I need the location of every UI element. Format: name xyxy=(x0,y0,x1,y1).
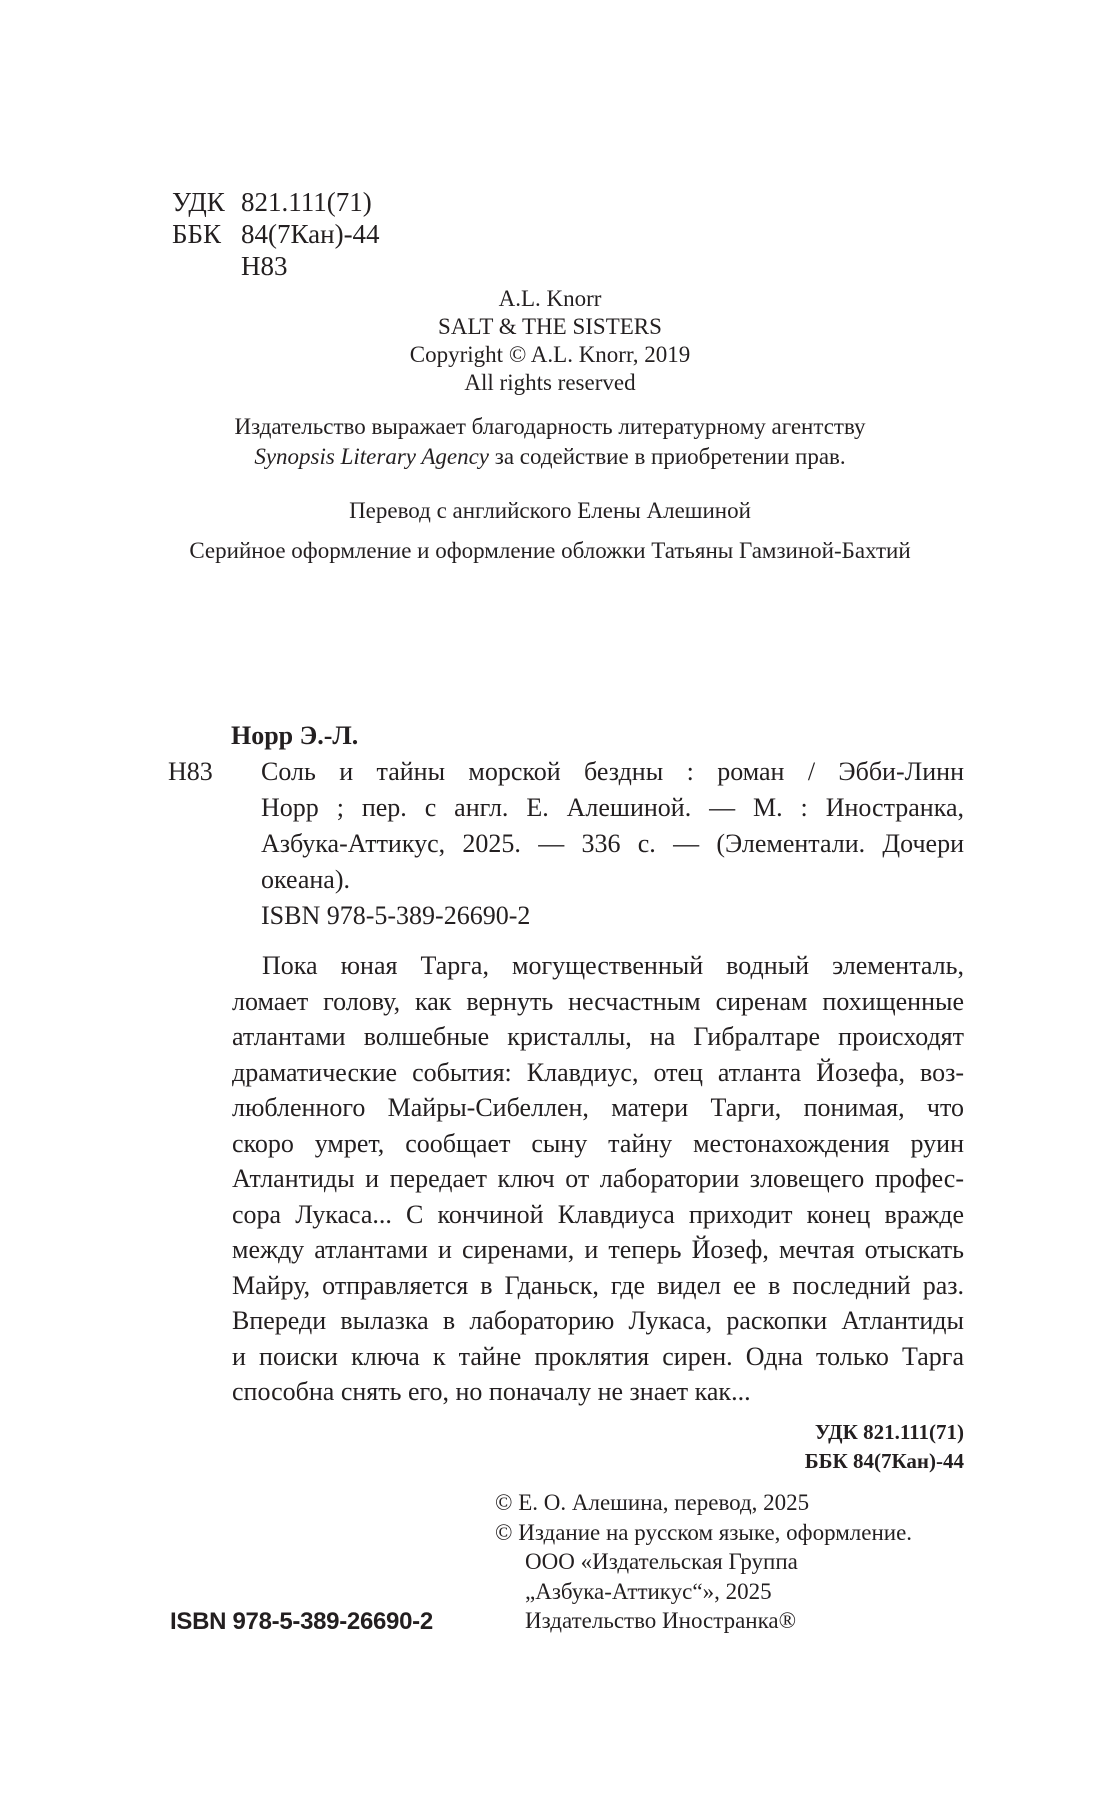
isbn-bottom: ISBN 978-5-389-26690-2 xyxy=(170,1608,433,1635)
card-author-heading: Норр Э.-Л. xyxy=(231,721,359,750)
annotation-line: атлантами волшебные кристаллы, на Гибралтаре происходят xyxy=(232,1022,964,1051)
annotation-line: скоро умрет, сообщает сыну тайну местонахождения руин xyxy=(232,1128,964,1158)
design-credit: Серийное оформление и оформление обложки Татьяны Гамзиной-Бахтий xyxy=(189,538,911,563)
bbk-label: ББК xyxy=(172,219,222,249)
original-copyright: Copyright © A.L. Knorr, 2019 xyxy=(409,342,691,367)
publisher-line2: „Азбука-Аттикус“», 2025 xyxy=(525,1578,772,1604)
annotation-line: любленного Майры-Сибеллен, матери Тарги, понимая, что xyxy=(232,1093,964,1122)
card-isbn: ISBN 978-5-389-26690-2 xyxy=(261,901,531,930)
udk-bottom: УДК 821.111(71) xyxy=(814,1420,964,1444)
translation-credit: Перевод с английского Елены Алешиной xyxy=(349,498,751,523)
bbk-row xyxy=(172,218,380,250)
copyright-translation: © Е. О. Алешина, перевод, 2025 xyxy=(495,1490,810,1515)
card-description-line: Азбука-Аттикус, 2025. — 336 с. — (Элементали. Дочери xyxy=(261,829,964,858)
classification-top xyxy=(172,186,380,282)
annotation-line: сора Лукаса... С кончиной Клавдиуса приходит конец вражде xyxy=(232,1199,964,1229)
original-title: SALT & THE SISTERS xyxy=(438,314,662,339)
original-rights: All rights reserved xyxy=(464,370,636,395)
imprint: Издательство Иностранка® xyxy=(525,1608,797,1633)
original-edition xyxy=(0,285,1100,397)
publisher-line1: ООО «Издательская Группа xyxy=(525,1549,798,1574)
acknowledgement-line1: Издательство выражает благодарность литературному агентству xyxy=(234,414,866,439)
acknowledgement xyxy=(0,412,1100,472)
annotation xyxy=(232,948,964,1410)
annotation-line: между атлантами и сиренами, и теперь Йозеф, мечтая отыскать xyxy=(232,1235,964,1264)
acknowledgement-rest: за содействие в приобретении прав. xyxy=(489,444,846,469)
card-author-sign: Н83 xyxy=(168,757,213,786)
classification-bottom xyxy=(805,1418,964,1476)
bbk-value: 84(7Кан)-44 xyxy=(241,219,380,249)
udk-label: УДК xyxy=(172,187,225,217)
card-description xyxy=(261,754,964,898)
annotation-line: драматические события: Клавдиус, отец атланта Йозефа, воз- xyxy=(232,1057,964,1087)
copyright-edition: © Издание на русском языке, оформление. xyxy=(495,1519,913,1545)
copyright-notices xyxy=(495,1488,912,1636)
annotation-line: способна снять его, но поначалу не знает как... xyxy=(232,1377,751,1406)
bbk-bottom: ББК 84(7Кан)-44 xyxy=(804,1449,964,1473)
original-author: A.L. Knorr xyxy=(498,286,602,311)
udk-row xyxy=(172,186,380,218)
annotation-line: Майру, отправляется в Гданьск, где видел ее в последний раз. xyxy=(232,1270,964,1300)
card-description-line: океана). xyxy=(261,865,350,894)
agency-name: Synopsis Literary Agency xyxy=(254,444,489,469)
author-sign: Н83 xyxy=(241,251,288,281)
acknowledgement-line2 xyxy=(0,442,1100,472)
card-description-line: Соль и тайны морской бездны : роман / Эбби-Линн xyxy=(261,757,964,786)
annotation-line: ломает голову, как вернуть несчастным сиренам похищенные xyxy=(232,986,964,1016)
card-description-line: Норр ; пер. с англ. Е. Алешиной. — М. : Иностранка, xyxy=(261,793,964,822)
annotation-line: Впереди вылазка в лабораторию Лукаса, раскопки Атлантиды xyxy=(232,1306,964,1335)
annotation-line: и поиски ключа к тайне проклятия сирен. Одна только Тарга xyxy=(232,1341,964,1371)
annotation-line: Пока юная Тарга, могущественный водный элементаль, xyxy=(262,951,964,980)
annotation-line: Атлантиды и передает ключ от лаборатории зловещего профес- xyxy=(232,1164,964,1193)
udk-value: 821.111(71) xyxy=(241,187,372,217)
